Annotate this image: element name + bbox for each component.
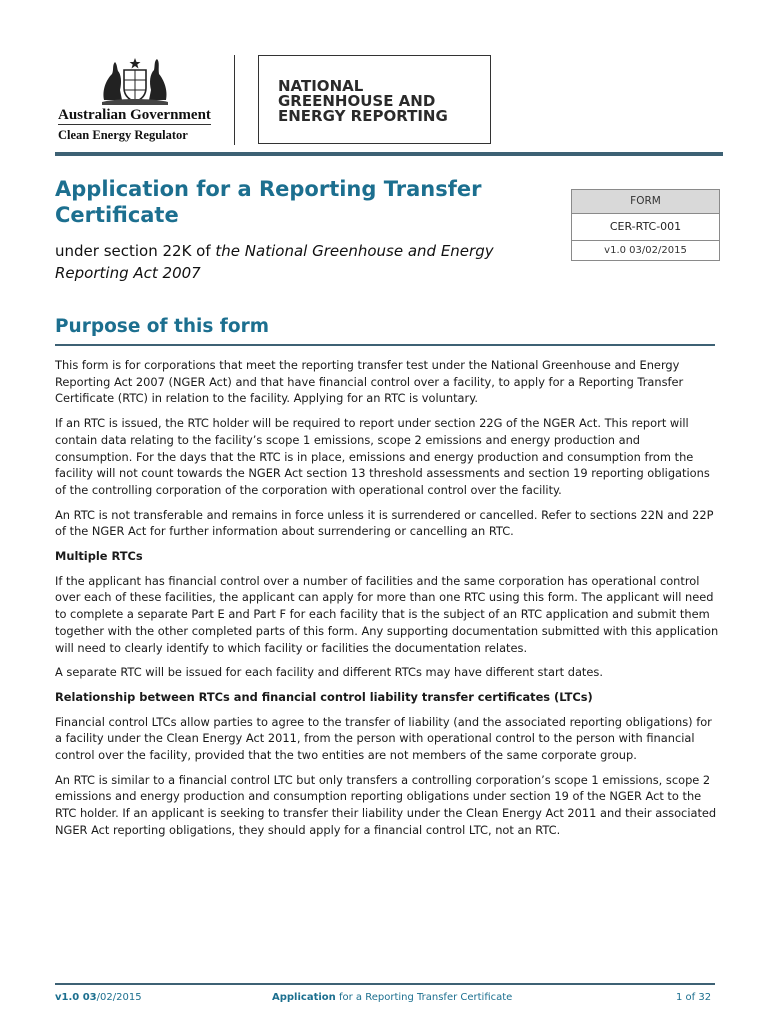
footer-title-rest: for a Reporting Transfer Certificate	[335, 992, 513, 1003]
paragraph: This form is for corporations that meet the reporting transfer test under the National Greenhouse and Energy Reporting Act 2007 (NGER Act) and that have financial control over a facility, to apply for a Reporting Transfer Certificate (RTC) in relation to the facility. Applying for an RTC is voluntary.	[55, 358, 684, 406]
document-title: Application for a Reporting Transfer Certificate	[55, 177, 482, 227]
nger-logo-box	[258, 55, 491, 144]
paragraph: Financial control LTCs allow parties to agree to the transfer of liability (and the associated reporting obligations) for a facility under the Clean Energy Act 2011, from the person with operational control to the person with financial control over the facility, provided that the two entities are not members of the same corporate group.	[55, 714, 712, 763]
footer-version-bold: v1.0 03	[55, 992, 97, 1003]
document-subtitle	[55, 240, 545, 284]
form-version: v1.0 03/02/2015	[604, 245, 687, 256]
agency-name: Clean Energy Regulator	[58, 128, 188, 142]
paragraph: A separate RTC will be issued for each facility and different RTCs may have different start dates.	[55, 665, 603, 680]
paragraph: If the applicant has financial control over a number of facilities and the same corporation has operational control over each of these facilities, the applicant can apply for more than one RTC using this form. The applicant will need to complete a separate Part E and Part F for each facility that is the subject of an RTC application and submit them together with the other completed parts of this form. Any supporting documentation submitted with this application will need to clearly identify to which facility or facilities the documentation relates.	[55, 573, 719, 655]
header-divider	[234, 55, 235, 145]
paragraph: If an RTC is issued, the RTC holder will be required to report under section 22G of the NGER Act. This report will contain data relating to the facility’s scope 1 emissions, scope 2 emissions and energy production and consumption. For the days that the RTC is in place, emissions and energy production and consumption from the facility will not count towards the NGER Act section 13 threshold assessments and section 19 reporting obligations of the controlling corporation of the corporation with operational control over the facility.	[55, 416, 710, 497]
footer-page-number: 1 of 32	[676, 992, 712, 1003]
australian-coat-of-arms-icon	[96, 56, 174, 106]
nger-logo-line: ENERGY REPORTING	[278, 107, 448, 125]
subtitle-act-name: the National Greenhouse and Energy Reporting Act 2007	[55, 242, 494, 282]
nger-logo-line: NATIONAL	[278, 77, 364, 95]
subheading-relationship: Relationship between RTCs and financial control liability transfer certificates (LTCs)	[55, 689, 593, 704]
form-id-table	[571, 189, 720, 261]
paragraph: An RTC is similar to a financial control LTC but only transfers a controlling corporation’s scope 1 emissions, scope 2 emissions and energy production and consumption reporting obligations under section 19 of the NGER Act to the RTC holder. If an applicant is seeking to transfer their liability under the Clean Energy Act 2011 and their associated NGER Act reporting obligations, they should apply for a financial control LTC, not an RTC.	[55, 772, 717, 837]
purpose-body	[55, 357, 720, 847]
footer-rule	[55, 983, 715, 985]
section-heading-purpose: Purpose of this form	[55, 316, 269, 337]
nger-logo-line: GREENHOUSE AND	[278, 92, 436, 110]
subheading-multiple-rtcs: Multiple RTCs	[55, 549, 143, 564]
government-name: Australian Government	[58, 107, 211, 123]
form-code: CER-RTC-001	[572, 214, 719, 241]
footer-title-bold: Application	[272, 992, 336, 1003]
subtitle-plain: under section 22K of	[55, 242, 216, 260]
section-rule	[55, 344, 715, 346]
form-label: FORM	[572, 190, 719, 214]
paragraph: An RTC is not transferable and remains in force unless it is surrendered or cancelled. Refer to sections 22N and 22P of the NGER Act for further information about surrendering or cancelling an RTC.	[55, 507, 714, 539]
footer-version	[55, 992, 142, 1003]
footer-version-rest: /02/2015	[96, 992, 142, 1003]
government-name-rule	[58, 124, 211, 125]
footer-title	[272, 992, 512, 1003]
header-rule	[55, 152, 723, 156]
page-header	[0, 0, 768, 160]
